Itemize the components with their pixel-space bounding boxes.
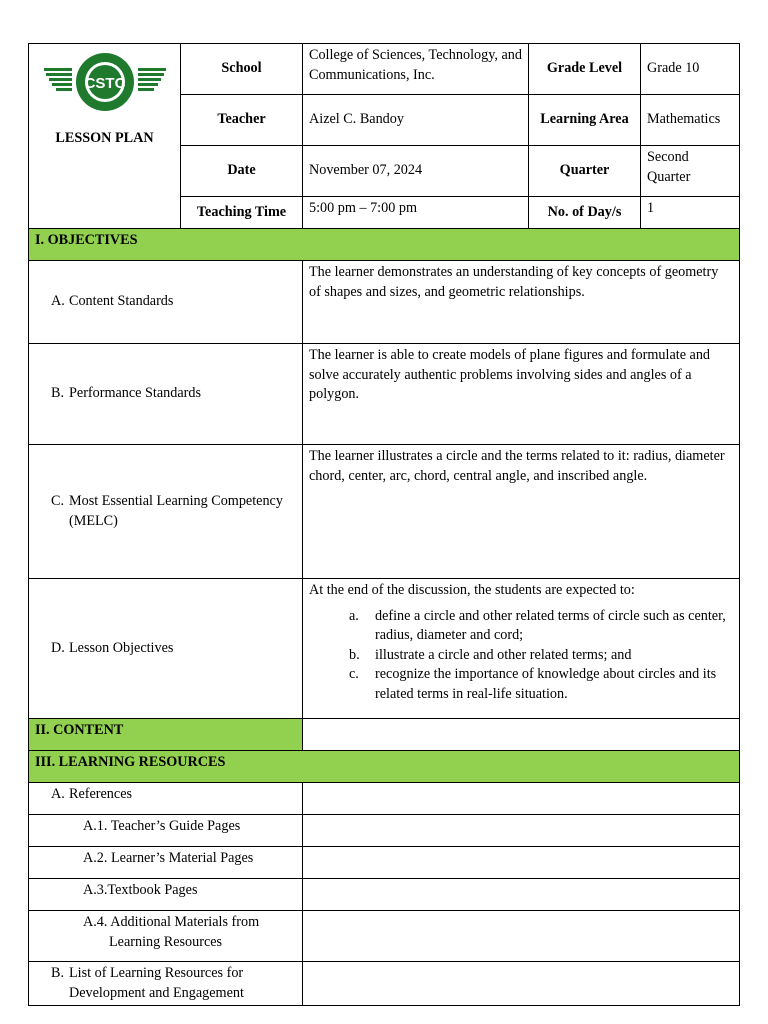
- lesson-objectives-marker: D.: [51, 639, 65, 656]
- references-label-cell: [29, 783, 303, 815]
- days-label: No. of Day/s: [529, 197, 641, 229]
- school-value: College of Sciences, Technology, and Communications, Inc.: [303, 44, 529, 95]
- school-logo-icon: [38, 52, 172, 114]
- learning-area-value: Mathematics: [641, 95, 740, 146]
- content-heading: II. CONTENT: [29, 719, 303, 751]
- performance-standards-label: Performance Standards: [69, 385, 201, 402]
- learners-material-pages-label: A.2. Learner’s Material Pages: [29, 847, 303, 879]
- teacher-value: Aizel C. Bandoy: [303, 95, 529, 146]
- school-label: School: [181, 44, 303, 95]
- melc-label-cell: [29, 445, 303, 579]
- learning-resources-list-marker: B.: [51, 965, 65, 981]
- lesson-plan-page: [28, 43, 739, 1006]
- melc-marker: C.: [51, 493, 65, 509]
- content-standards-label: Content Standards: [69, 293, 174, 310]
- melc-label: Most Essential Learning Competency (MELC): [69, 493, 283, 529]
- lesson-plan-table: [28, 43, 740, 1006]
- grade-level-value: Grade 10: [641, 44, 740, 95]
- references-value-cell: [303, 783, 740, 815]
- lesson-objectives-intro: At the end of the discussion, the students are expected to:: [309, 582, 635, 598]
- melc-text: The learner illustrates a circle and the terms related to it: radius, diameter chord, center, arc, chord, central angle, and inscribed angle.: [303, 445, 740, 579]
- performance-standards-label-cell: [29, 344, 303, 445]
- content-value-cell: [303, 719, 740, 751]
- objective-marker: c.: [349, 666, 359, 682]
- learning-resources-heading: III. LEARNING RESOURCES: [29, 751, 740, 783]
- list-item: [349, 665, 733, 704]
- additional-materials-label: A.4. Additional Materials from Learning Resources: [29, 911, 303, 962]
- performance-standards-text: The learner is able to create models of plane figures and formulate and solve accurately authentic problems involving sides and angles of a polygon.: [303, 344, 740, 445]
- quarter-value: Second Quarter: [641, 146, 740, 197]
- logo-cell: [29, 44, 181, 229]
- quarter-label: Quarter: [529, 146, 641, 197]
- list-item: [349, 646, 733, 666]
- teachers-guide-pages-value: [303, 815, 740, 847]
- document-title: LESSON PLAN: [55, 129, 154, 146]
- lesson-objectives-label-cell: [29, 579, 303, 719]
- date-label: Date: [181, 146, 303, 197]
- learning-resources-list-value: [303, 962, 740, 1006]
- content-standards-label-cell: [29, 261, 303, 344]
- objective-text: define a circle and other related terms of circle such as center, radius, diameter and cord;: [375, 607, 726, 643]
- textbook-pages-value: [303, 879, 740, 911]
- objective-text: recognize the importance of knowledge about circles and its related terms in real-life situation.: [375, 666, 717, 702]
- content-standards-text: The learner demonstrates an understanding of key concepts of geometry of shapes and sizes, and geometric relationships.: [303, 261, 740, 344]
- objective-marker: a.: [349, 607, 359, 624]
- references-label: References: [69, 786, 133, 802]
- lesson-objectives-cell: [303, 579, 740, 719]
- references-marker: A.: [51, 786, 65, 802]
- lesson-objectives-list: [309, 607, 733, 705]
- learning-resources-list-label: List of Learning Resources for Development and Engagement: [69, 965, 244, 1001]
- teacher-label: Teacher: [181, 95, 303, 146]
- teaching-time-label: Teaching Time: [181, 197, 303, 229]
- textbook-pages-label: A.3.Textbook Pages: [29, 879, 303, 911]
- logo-text: CSTC: [84, 75, 125, 92]
- objective-text: illustrate a circle and other related terms; and: [375, 646, 632, 663]
- learners-material-pages-value: [303, 847, 740, 879]
- additional-materials-value: [303, 911, 740, 962]
- teaching-time-value: 5:00 pm – 7:00 pm: [303, 197, 529, 229]
- teachers-guide-pages-label: A.1. Teacher’s Guide Pages: [29, 815, 303, 847]
- learning-area-label: Learning Area: [529, 95, 641, 146]
- content-standards-marker: A.: [51, 293, 65, 310]
- days-value: 1: [641, 197, 740, 229]
- lesson-objectives-label: Lesson Objectives: [69, 639, 174, 656]
- objectives-heading: I. OBJECTIVES: [29, 229, 740, 261]
- objective-marker: b.: [349, 646, 360, 663]
- list-item: [349, 607, 733, 646]
- date-value: November 07, 2024: [303, 146, 529, 197]
- performance-standards-marker: B.: [51, 385, 65, 402]
- learning-resources-list-label-cell: [29, 962, 303, 1006]
- grade-level-label: Grade Level: [529, 44, 641, 95]
